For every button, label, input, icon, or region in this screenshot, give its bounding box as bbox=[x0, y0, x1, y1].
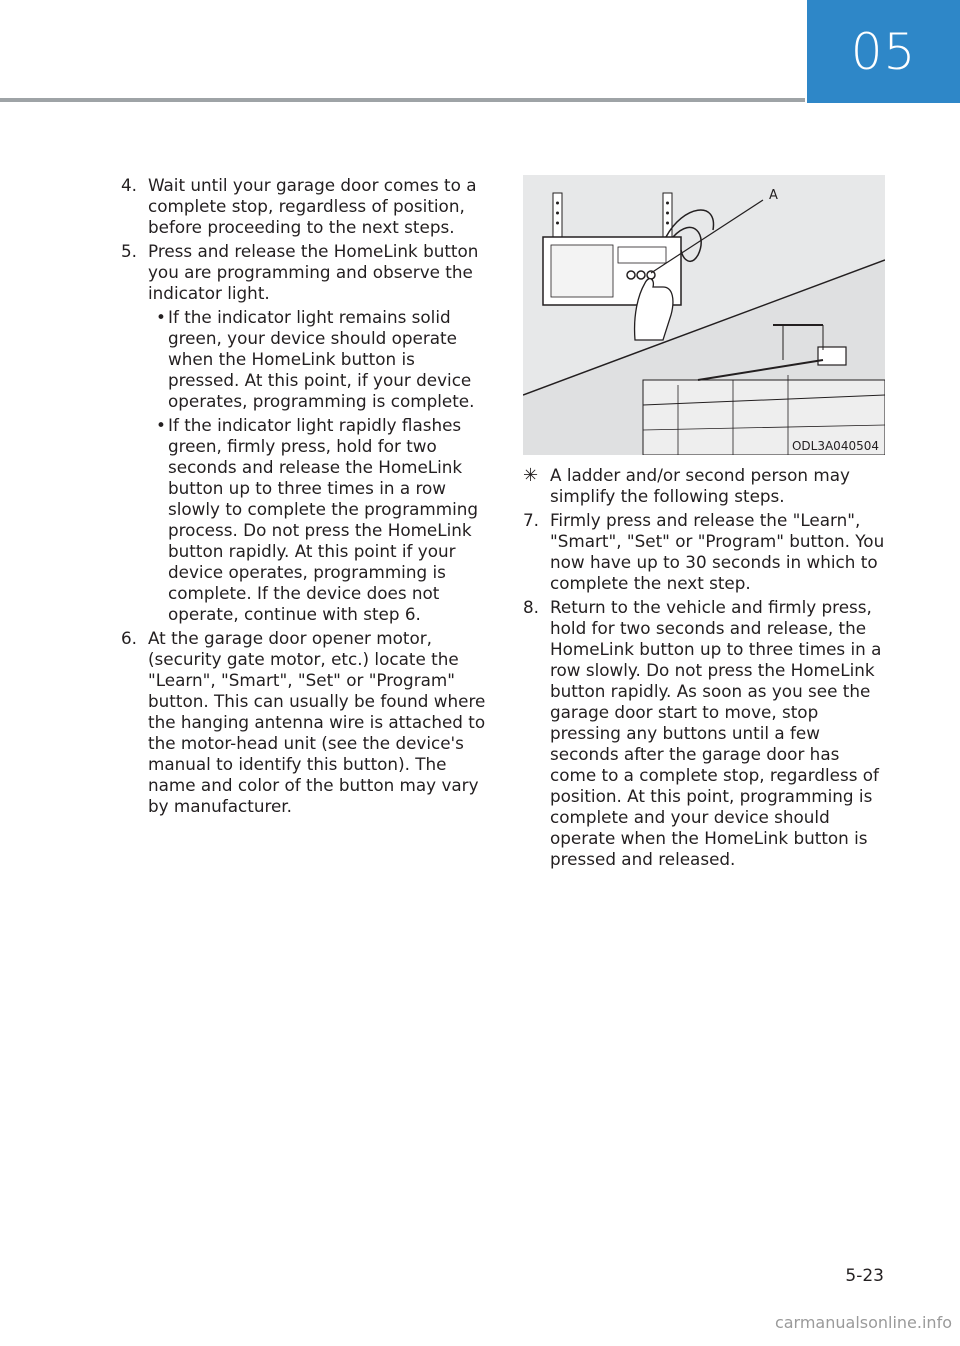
right-column bbox=[523, 465, 888, 873]
bullet-item bbox=[121, 307, 491, 412]
page-number: 5-23 bbox=[845, 1266, 884, 1286]
step-text: Press and release the HomeLink button you are programming and observe the indicator light. bbox=[148, 241, 479, 303]
bullet-icon: • bbox=[156, 415, 166, 435]
garage-opener-illustration bbox=[523, 175, 885, 455]
step-number: 4. bbox=[121, 175, 138, 195]
header-rule bbox=[0, 98, 805, 102]
chapter-tab: 05 bbox=[807, 0, 960, 103]
step-number: 6. bbox=[121, 628, 138, 648]
step-number: 8. bbox=[523, 597, 540, 617]
bullet-text: If the indicator light remains solid green, your device should operate when the HomeLink button is pressed. At this point, if your device operates, programming is complete. bbox=[168, 307, 475, 411]
step-6 bbox=[121, 628, 491, 817]
figure-label-a: A bbox=[769, 188, 778, 203]
note bbox=[523, 465, 888, 507]
figure-code: ODL3A040504 bbox=[791, 439, 879, 453]
step-7 bbox=[523, 510, 888, 594]
step-8 bbox=[523, 597, 888, 870]
step-text: At the garage door opener motor, (security gate motor, etc.) locate the "Learn", "Smart", "Set" or "Program" button. This can usually be found where the hanging antenna wire is attached to the motor-head unit (see the device's manual to identify this button). The name and color of the button may vary by manufacturer. bbox=[148, 628, 486, 816]
step-5 bbox=[121, 241, 491, 304]
step-number: 7. bbox=[523, 510, 540, 530]
step-4 bbox=[121, 175, 491, 238]
step-number: 5. bbox=[121, 241, 138, 261]
note-text: A ladder and/or second person may simplify the following steps. bbox=[550, 465, 850, 506]
step-text: Wait until your garage door comes to a complete stop, regardless of position, before proceeding to the next steps. bbox=[148, 175, 477, 237]
asterisk-icon: ✳ bbox=[523, 465, 539, 486]
step-text: Firmly press and release the "Learn", "Smart", "Set" or "Program" button. You now have up to 30 seconds in which to complete the next step. bbox=[550, 510, 885, 593]
watermark: carmanualsonline.info bbox=[774, 1313, 952, 1332]
bullet-item bbox=[121, 415, 491, 625]
bullet-text: If the indicator light rapidly flashes green, firmly press, hold for two seconds and release the HomeLink button up to three times in a row slowly to complete the programming process. Do not press the HomeLink button rapidly. At this point if your device operates, programming is complete. If the device does not operate, continue with step 6. bbox=[168, 415, 479, 624]
illustration-svg bbox=[523, 175, 885, 455]
left-column bbox=[121, 175, 491, 820]
step-text: Return to the vehicle and firmly press, hold for two seconds and release, the HomeLink button up to three times in a row slowly. Do not press the HomeLink button rapidly. As soon as you see the garage door start to move, stop pressing any buttons until a few seconds after the garage door has come to a complete stop, regardless of position. At this point, programming is complete and your device should operate when the HomeLink button is pressed and released. bbox=[550, 597, 882, 869]
bullet-icon: • bbox=[156, 307, 166, 327]
